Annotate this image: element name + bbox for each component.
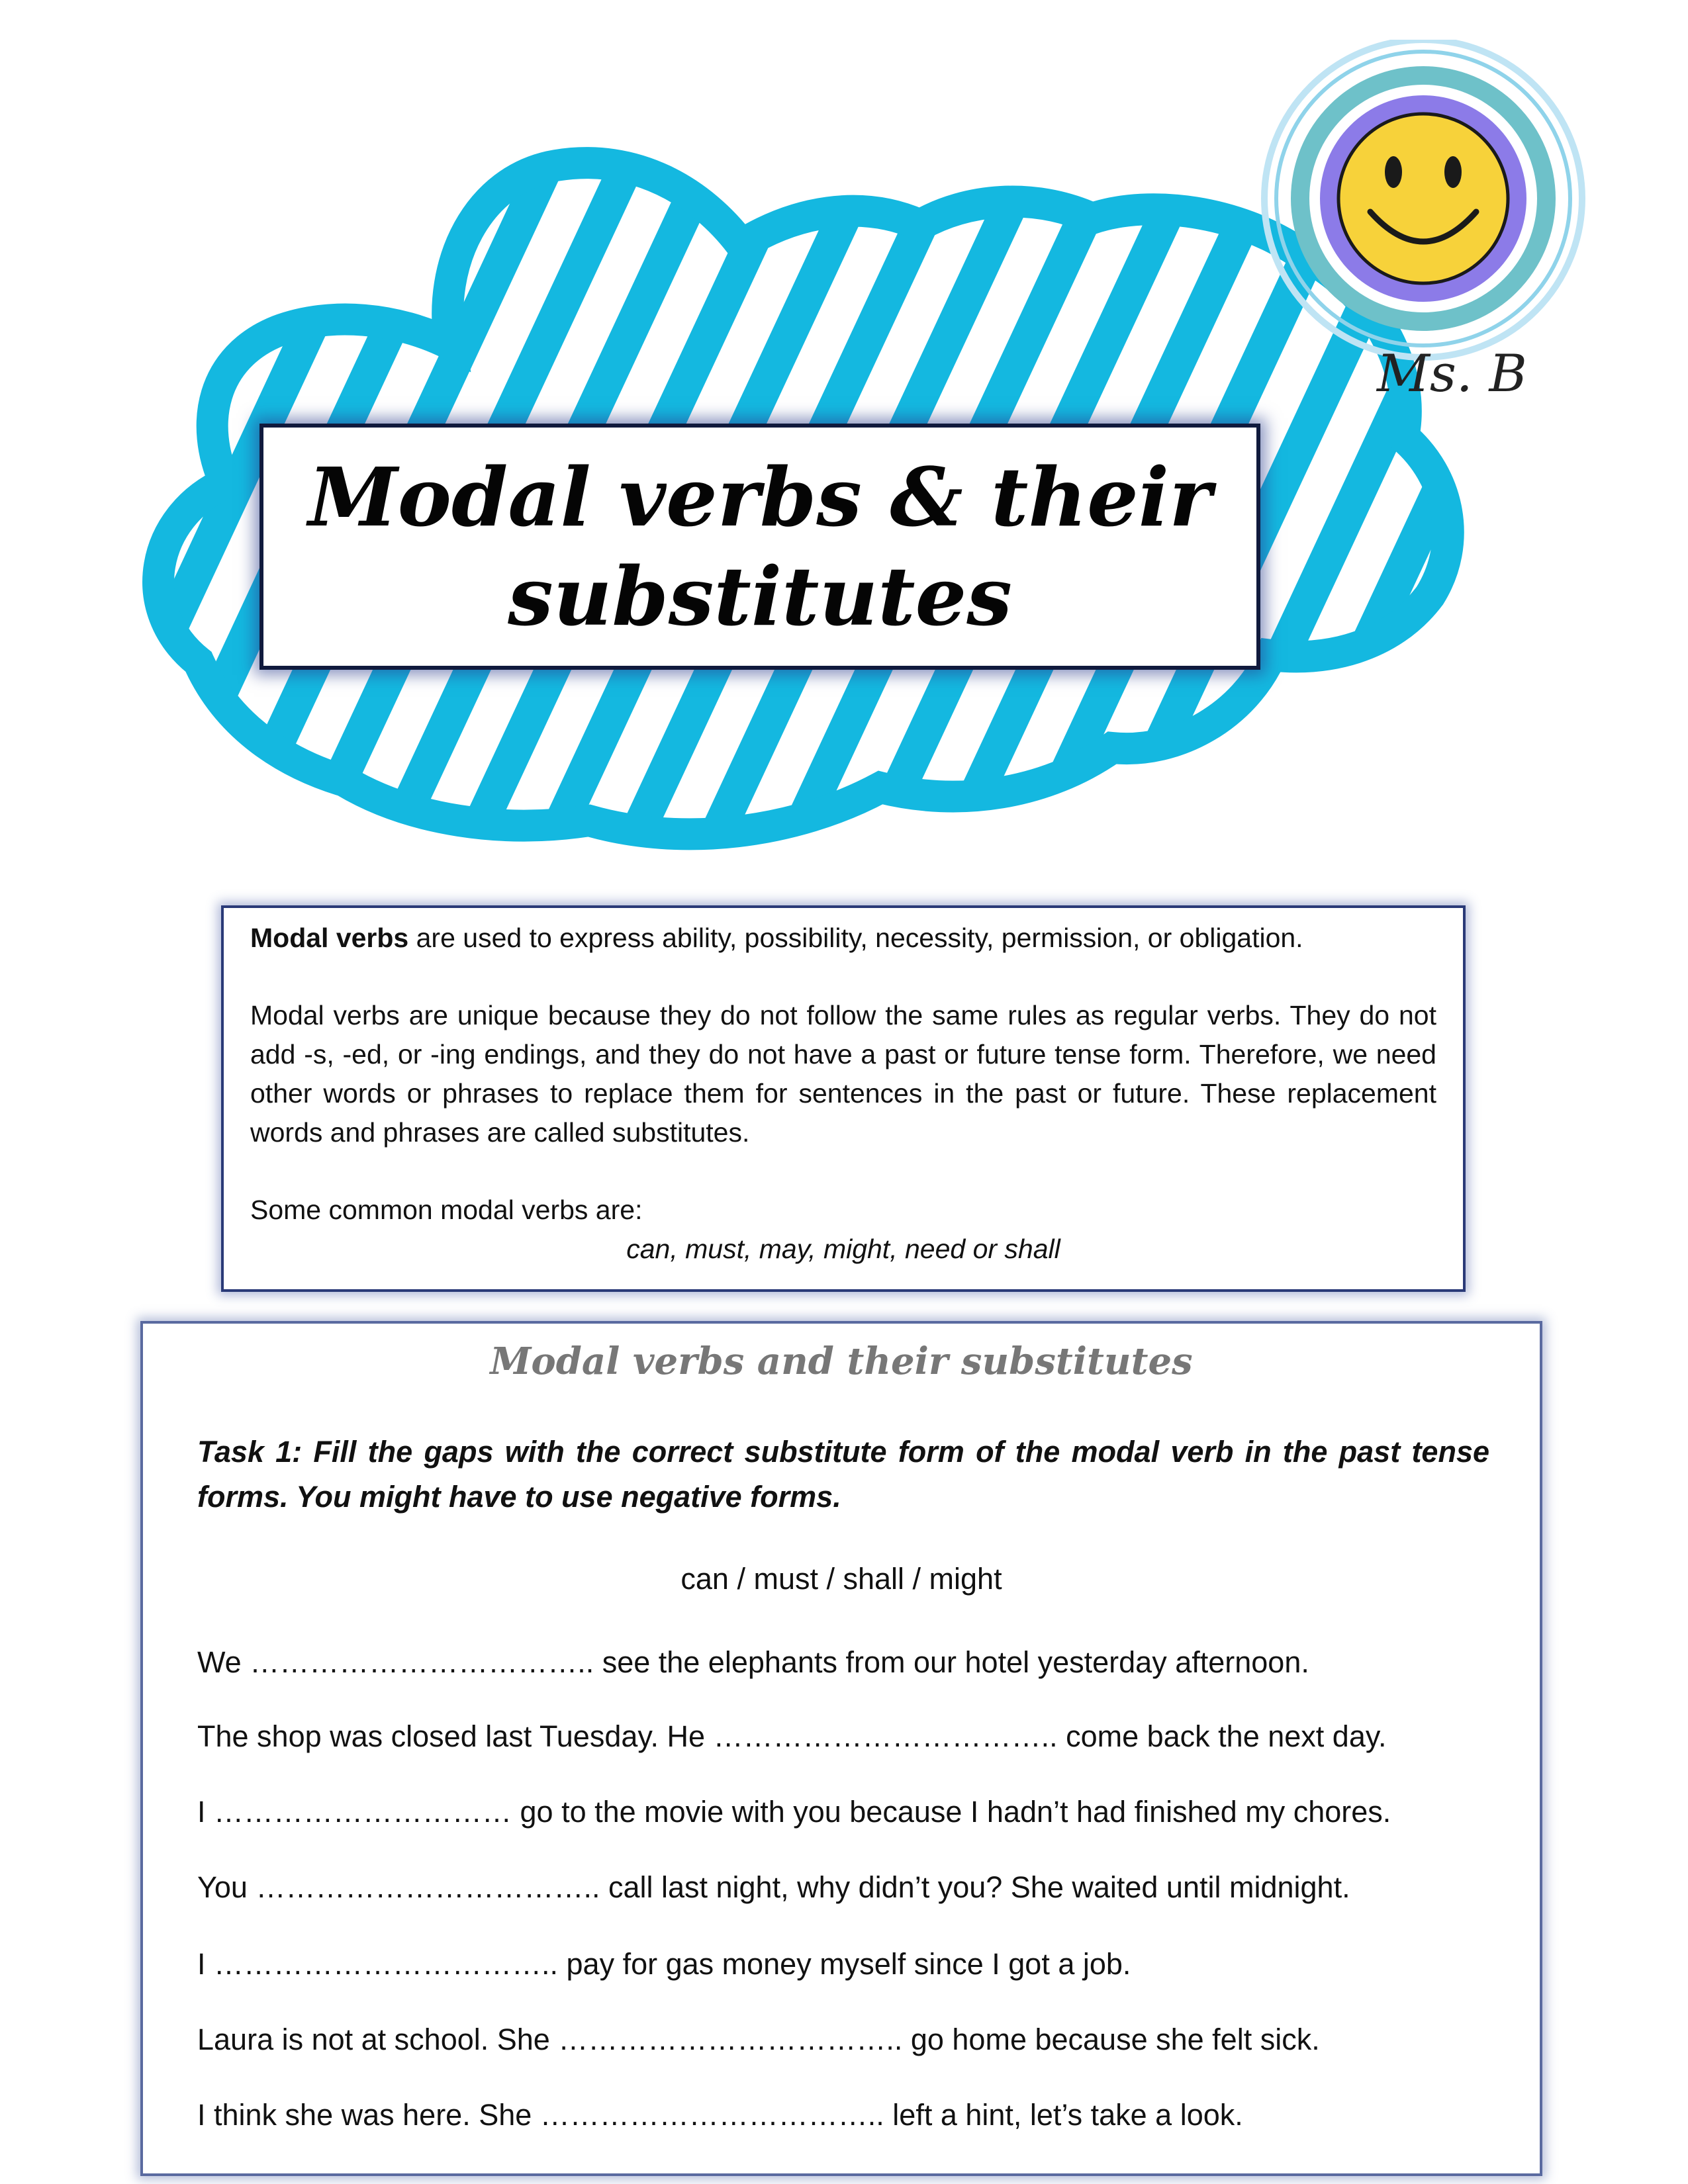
task-instructions: Task 1: Fill the gaps with the correct substitute form of the modal verb in the past tense forms. You might have to use negative forms. bbox=[197, 1435, 1489, 1514]
intro-paragraph-2: Modal verbs are unique because they do not follow the same rules as regular verbs. They do not add -s, -ed, or -ing endings, and they do not have a past or future tense form. Therefore, we need other words or phrases to replace them for sentences in the past or future. These replacement words and phrases are called substitutes. bbox=[250, 1000, 1436, 1148]
intro-box bbox=[221, 905, 1466, 1292]
intro-paragraph-1 bbox=[250, 919, 1436, 958]
smiley-logo-icon bbox=[1244, 40, 1602, 371]
title-box bbox=[259, 424, 1260, 670]
word-bank: can / must / shall / might bbox=[680, 1562, 1002, 1596]
exercise-sentence-3[interactable]: I ………………………… go to the movie with you because I hadn’t had finished my chores. bbox=[197, 1795, 1391, 1829]
page-title bbox=[290, 447, 1230, 646]
intro-p1-rest: are used to express ability, possibility, necessity, permission, or obligation. bbox=[408, 923, 1303, 953]
title-line-1: Modal verbs & their bbox=[308, 449, 1212, 545]
modal-verb-list: can, must, may, might, need or shall bbox=[626, 1234, 1060, 1264]
task-box bbox=[140, 1321, 1542, 2176]
exercise-sentence-2[interactable]: The shop was closed last Tuesday. He …………………………….. come back the next day. bbox=[197, 1719, 1387, 1753]
exercise-sentence-5[interactable]: I …………………………….. pay for gas money myself since I got a job. bbox=[197, 1947, 1131, 1981]
exercise-sentence-7[interactable]: I think she was here. She …………………………….. left a hint, let’s take a look. bbox=[197, 2098, 1243, 2132]
intro-paragraph-3: Some common modal verbs are: bbox=[250, 1195, 643, 1225]
exercise-sentence-6[interactable]: Laura is not at school. She …………………………….. go home because she felt sick. bbox=[197, 2023, 1320, 2056]
task-subtitle: Modal verbs and their substitutes bbox=[490, 1340, 1193, 1383]
logo-signature: Ms. B bbox=[1377, 344, 1527, 404]
exercise-sentence-1[interactable]: We …………………………….. see the elephants from our hotel yesterday afternoon. bbox=[197, 1645, 1309, 1679]
intro-bold-term: Modal verbs bbox=[250, 923, 409, 953]
exercise-sentence-4[interactable]: You …………………………….. call last night, why didn’t you? She waited until midnight. bbox=[197, 1870, 1350, 1904]
title-line-2: substitutes bbox=[508, 549, 1012, 644]
